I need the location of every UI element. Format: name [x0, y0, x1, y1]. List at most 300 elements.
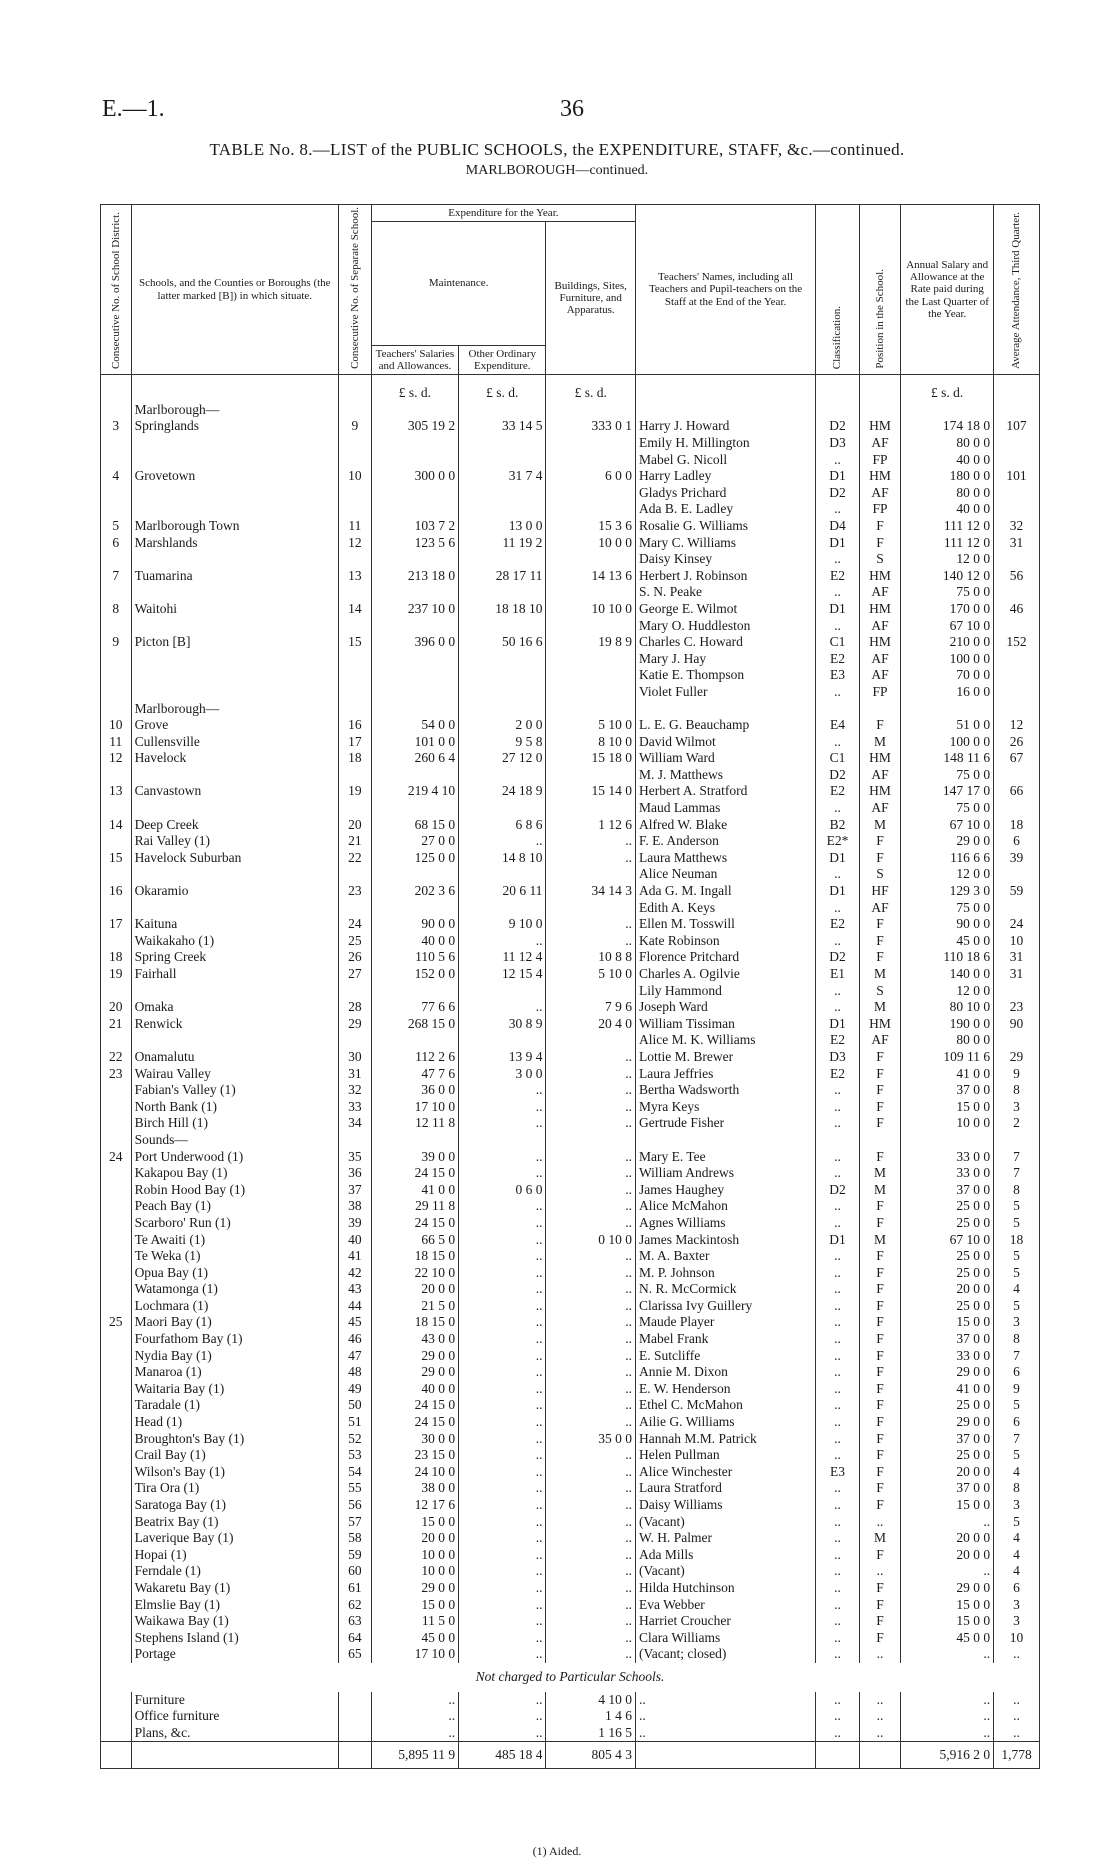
annual-salary-cell: 51 0 0: [901, 717, 994, 734]
classification-cell: ..: [816, 1082, 860, 1099]
header-salary: Annual Salary and Allowance at the Rate paid during the Last Quarter of the Year.: [901, 205, 994, 375]
attendance-cell: 56: [994, 568, 1040, 585]
annual-salary-cell: 190 0 0: [901, 1016, 994, 1033]
attendance-cell: 46: [994, 601, 1040, 618]
teacher-name-cell: Laura Stratford: [635, 1480, 815, 1497]
other-expenditure-cell: 18 18 10: [459, 601, 546, 618]
position-cell: F: [859, 933, 900, 950]
teacher-salaries-cell: 45 0 0: [371, 1630, 458, 1647]
classification-cell: ..: [816, 551, 860, 568]
teacher-name-cell: E. W. Henderson: [635, 1381, 815, 1398]
teacher-salaries-cell: 90 0 0: [371, 916, 458, 933]
buildings-cell: ..: [546, 1563, 636, 1580]
annual-salary-cell: 100 0 0: [901, 651, 994, 668]
district-no-cell: [101, 1348, 132, 1365]
school-name-cell: Havelock Suburban: [131, 850, 338, 867]
teacher-name-cell: William Andrews: [635, 1165, 815, 1182]
teacher-salaries-cell: 10 0 0: [371, 1563, 458, 1580]
school-name-cell: Waitaria Bay (1): [131, 1381, 338, 1398]
annual-salary-cell: 29 0 0: [901, 1364, 994, 1381]
teacher-name-cell: Bertha Wadsworth: [635, 1082, 815, 1099]
district-no-cell: 14: [101, 817, 132, 834]
annual-salary-cell: 100 0 0: [901, 734, 994, 751]
district-no-cell: [101, 1447, 132, 1464]
annual-salary-cell: 170 0 0: [901, 601, 994, 618]
teacher-name-cell: Ada B. E. Ladley: [635, 501, 815, 518]
classification-cell: ..: [816, 618, 860, 635]
teacher-name-cell: Mabel Frank: [635, 1331, 815, 1348]
teacher-name-cell: William Ward: [635, 750, 815, 767]
units-label: £ s. d.: [901, 375, 994, 402]
teacher-salaries-cell: 24 15 0: [371, 1165, 458, 1182]
classification-cell: ..: [816, 1149, 860, 1166]
teacher-salaries-cell: [371, 485, 458, 502]
separate-no-cell: 32: [339, 1082, 372, 1099]
district-no-cell: [101, 1646, 132, 1663]
position-cell: M: [859, 1165, 900, 1182]
district-no-cell: [101, 1265, 132, 1282]
attendance-cell: 26: [994, 734, 1040, 751]
table-row: [101, 568, 1040, 585]
school-name-cell: Fairhall: [131, 966, 338, 983]
annual-salary-cell: 12 0 0: [901, 551, 994, 568]
district-no-cell: [101, 1381, 132, 1398]
district-no-cell: 5: [101, 518, 132, 535]
separate-no-cell: 61: [339, 1580, 372, 1597]
position-cell: F: [859, 535, 900, 552]
classification-cell: ..: [816, 734, 860, 751]
teacher-salaries-cell: 300 0 0: [371, 468, 458, 485]
header-separate-no: Consecutive No. of Separate School.: [339, 205, 372, 375]
teacher-salaries-cell: 24 15 0: [371, 1215, 458, 1232]
classification-cell: D2: [816, 767, 860, 784]
teacher-salaries-cell: 213 18 0: [371, 568, 458, 585]
position-cell: AF: [859, 435, 900, 452]
position-cell: F: [859, 1397, 900, 1414]
table-row: [101, 966, 1040, 983]
school-name-cell: Watamonga (1): [131, 1281, 338, 1298]
separate-no-cell: 9: [339, 418, 372, 435]
other-expenditure-cell: ..: [459, 1480, 546, 1497]
separate-no-cell: 10: [339, 468, 372, 485]
other-expenditure-cell: [459, 767, 546, 784]
teacher-name-cell: (Vacant; closed): [635, 1646, 815, 1663]
position-cell: AF: [859, 767, 900, 784]
teacher-name-cell: Emily H. Millington: [635, 435, 815, 452]
school-name-cell: Marshlands: [131, 535, 338, 552]
district-no-cell: [101, 651, 132, 668]
teacher-name-cell: Rosalie G. Williams: [635, 518, 815, 535]
buildings-cell: 15 14 0: [546, 783, 636, 800]
teacher-name-cell: Harry Ladley: [635, 468, 815, 485]
table-row: [101, 1497, 1040, 1514]
classification-cell: ..: [816, 1692, 860, 1709]
table-row: [101, 783, 1040, 800]
teacher-salaries-cell: 17 10 0: [371, 1099, 458, 1116]
district-no-cell: [101, 1431, 132, 1448]
district-no-cell: 6: [101, 535, 132, 552]
table-row: [101, 468, 1040, 485]
table-row: [101, 1580, 1040, 1597]
teacher-name-cell: M. J. Matthews: [635, 767, 815, 784]
position-cell: HM: [859, 750, 900, 767]
school-name-cell: Head (1): [131, 1414, 338, 1431]
buildings-cell: 6 0 0: [546, 468, 636, 485]
school-name-cell: Peach Bay (1): [131, 1198, 338, 1215]
totals-row: [101, 1742, 1040, 1769]
separate-no-cell: [339, 900, 372, 917]
other-expenditure-cell: ..: [459, 1530, 546, 1547]
buildings-cell: ..: [546, 833, 636, 850]
teacher-name-cell: Alice M. K. Williams: [635, 1032, 815, 1049]
table-row: [101, 485, 1040, 502]
table-row: [101, 949, 1040, 966]
attendance-cell: 5: [994, 1298, 1040, 1315]
separate-no-cell: [339, 452, 372, 469]
classification-cell: D3: [816, 435, 860, 452]
other-expenditure-cell: ..: [459, 1397, 546, 1414]
other-expenditure-cell: ..: [459, 999, 546, 1016]
classification-cell: ..: [816, 999, 860, 1016]
buildings-cell: [546, 983, 636, 1000]
other-expenditure-cell: 11 19 2: [459, 535, 546, 552]
teacher-salaries-cell: [371, 983, 458, 1000]
other-expenditure-cell: ..: [459, 1298, 546, 1315]
teacher-salaries-cell: 18 15 0: [371, 1314, 458, 1331]
district-no-cell: [101, 485, 132, 502]
teacher-salaries-cell: [371, 435, 458, 452]
district-no-cell: [101, 1132, 132, 1149]
district-no-cell: [101, 1298, 132, 1315]
teacher-name-cell: Laura Jeffries: [635, 1066, 815, 1083]
classification-cell: ..: [816, 1165, 860, 1182]
separate-no-cell: 30: [339, 1049, 372, 1066]
teacher-salaries-cell: [371, 1132, 458, 1149]
district-no-cell: [101, 1464, 132, 1481]
separate-no-cell: 43: [339, 1281, 372, 1298]
annual-salary-cell: 12 0 0: [901, 866, 994, 883]
buildings-cell: ..: [546, 1497, 636, 1514]
teacher-name-cell: [635, 1742, 815, 1769]
school-name-cell: [131, 501, 338, 518]
teacher-salaries-cell: [371, 667, 458, 684]
other-expenditure-cell: [459, 452, 546, 469]
teacher-salaries-cell: ..: [371, 1692, 458, 1709]
position-cell: F: [859, 1497, 900, 1514]
school-name-cell: [131, 866, 338, 883]
buildings-cell: 7 9 6: [546, 999, 636, 1016]
other-expenditure-cell: 30 8 9: [459, 1016, 546, 1033]
classification-cell: E2: [816, 1066, 860, 1083]
attendance-cell: [994, 866, 1040, 883]
position-cell: F: [859, 1580, 900, 1597]
table-row: [101, 618, 1040, 635]
teacher-salaries-cell: 10 0 0: [371, 1547, 458, 1564]
teacher-salaries-cell: 237 10 0: [371, 601, 458, 618]
other-expenditure-cell: [459, 584, 546, 601]
attendance-cell: [994, 402, 1040, 419]
separate-no-cell: 13: [339, 568, 372, 585]
school-name-cell: Grovetown: [131, 468, 338, 485]
buildings-cell: ..: [546, 850, 636, 867]
teacher-salaries-cell: [371, 551, 458, 568]
attendance-cell: 3: [994, 1314, 1040, 1331]
buildings-cell: 333 0 1: [546, 418, 636, 435]
separate-no-cell: 48: [339, 1364, 372, 1381]
position-cell: F: [859, 1082, 900, 1099]
classification-cell: D1: [816, 883, 860, 900]
annual-salary-cell: 129 3 0: [901, 883, 994, 900]
table-row: [101, 1646, 1040, 1663]
separate-no-cell: [339, 435, 372, 452]
classification-cell: ..: [816, 1530, 860, 1547]
teacher-name-cell: [635, 701, 815, 718]
table-row: [101, 584, 1040, 601]
annual-salary-cell: 20 0 0: [901, 1281, 994, 1298]
other-expenditure-cell: ..: [459, 1248, 546, 1265]
buildings-cell: 10 8 8: [546, 949, 636, 966]
other-expenditure-cell: [459, 1032, 546, 1049]
teacher-name-cell: James Mackintosh: [635, 1232, 815, 1249]
position-cell: F: [859, 833, 900, 850]
other-expenditure-cell: 31 7 4: [459, 468, 546, 485]
separate-no-cell: 27: [339, 966, 372, 983]
position-cell: F: [859, 1613, 900, 1630]
attendance-cell: 3: [994, 1497, 1040, 1514]
header-buildings: Buildings, Sites, Furniture, and Apparatus.: [546, 222, 636, 375]
buildings-cell: ..: [546, 1464, 636, 1481]
table-row: [101, 750, 1040, 767]
attendance-cell: 6: [994, 1364, 1040, 1381]
separate-no-cell: 21: [339, 833, 372, 850]
annual-salary-cell: 15 0 0: [901, 1597, 994, 1614]
attendance-cell: 5: [994, 1514, 1040, 1531]
district-no-cell: [101, 1281, 132, 1298]
school-name-cell: [131, 1032, 338, 1049]
buildings-cell: ..: [546, 1580, 636, 1597]
teacher-name-cell: Daisy Williams: [635, 1497, 815, 1514]
teacher-salaries-cell: 36 0 0: [371, 1082, 458, 1099]
other-expenditure-cell: [459, 900, 546, 917]
separate-no-cell: 51: [339, 1414, 372, 1431]
buildings-cell: ..: [546, 1397, 636, 1414]
position-cell: [859, 1742, 900, 1769]
buildings-cell: 34 14 3: [546, 883, 636, 900]
teacher-salaries-cell: 24 10 0: [371, 1464, 458, 1481]
school-name-cell: Fourfathom Bay (1): [131, 1331, 338, 1348]
school-name-cell: Marlborough—: [131, 402, 338, 419]
position-cell: ..: [859, 1646, 900, 1663]
attendance-cell: [994, 651, 1040, 668]
attendance-cell: [994, 435, 1040, 452]
position-cell: F: [859, 1248, 900, 1265]
position-cell: F: [859, 1364, 900, 1381]
position-cell: F: [859, 1149, 900, 1166]
separate-no-cell: 16: [339, 717, 372, 734]
buildings-cell: ..: [546, 1597, 636, 1614]
table-row: [101, 1480, 1040, 1497]
table-row: [101, 518, 1040, 535]
district-no-cell: [101, 1613, 132, 1630]
teacher-name-cell: Lottie M. Brewer: [635, 1049, 815, 1066]
school-name-cell: Deep Creek: [131, 817, 338, 834]
attendance-cell: 3: [994, 1613, 1040, 1630]
position-cell: FP: [859, 684, 900, 701]
annual-salary-cell: 67 10 0: [901, 1232, 994, 1249]
teacher-salaries-cell: 22 10 0: [371, 1265, 458, 1282]
table-row: [101, 501, 1040, 518]
other-expenditure-cell: ..: [459, 1630, 546, 1647]
position-cell: M: [859, 1530, 900, 1547]
school-name-cell: Marlborough Town: [131, 518, 338, 535]
teacher-name-cell: ..: [635, 1725, 815, 1742]
table-row: [101, 1248, 1040, 1265]
other-expenditure-cell: ..: [459, 1580, 546, 1597]
position-cell: HM: [859, 634, 900, 651]
school-name-cell: Robin Hood Bay (1): [131, 1182, 338, 1199]
separate-no-cell: 11: [339, 518, 372, 535]
other-expenditure-cell: ..: [459, 1364, 546, 1381]
classification-cell: ..: [816, 1215, 860, 1232]
separate-no-cell: 28: [339, 999, 372, 1016]
district-no-cell: [101, 1397, 132, 1414]
other-expenditure-cell: ..: [459, 1414, 546, 1431]
classification-cell: D2: [816, 1182, 860, 1199]
classification-cell: ..: [816, 1115, 860, 1132]
separate-no-cell: 18: [339, 750, 372, 767]
teacher-name-cell: Mary E. Tee: [635, 1149, 815, 1166]
teacher-name-cell: (Vacant): [635, 1563, 815, 1580]
position-cell: ..: [859, 1725, 900, 1742]
classification-cell: ..: [816, 1563, 860, 1580]
teacher-salaries-cell: 15 0 0: [371, 1514, 458, 1531]
classification-cell: C1: [816, 634, 860, 651]
district-no-cell: [101, 1547, 132, 1564]
not-charged-label: Not charged to Particular Schools.: [101, 1663, 1040, 1692]
position-cell: F: [859, 1281, 900, 1298]
separate-no-cell: 62: [339, 1597, 372, 1614]
table-row: [101, 1298, 1040, 1315]
school-name-cell: Canvastown: [131, 783, 338, 800]
table-row: [101, 817, 1040, 834]
table-row: [101, 1099, 1040, 1116]
table-row: [101, 734, 1040, 751]
position-cell: FP: [859, 452, 900, 469]
separate-no-cell: [339, 501, 372, 518]
teacher-name-cell: George E. Wilmot: [635, 601, 815, 618]
attendance-cell: 5: [994, 1397, 1040, 1414]
school-name-cell: Spring Creek: [131, 949, 338, 966]
school-name-cell: Kakapou Bay (1): [131, 1165, 338, 1182]
teacher-salaries-cell: [371, 767, 458, 784]
table-row: [101, 800, 1040, 817]
school-name-cell: [131, 485, 338, 502]
classification-cell: ..: [816, 1431, 860, 1448]
teacher-salaries-cell: 5,895 11 9: [371, 1742, 458, 1769]
teacher-salaries-cell: 41 0 0: [371, 1182, 458, 1199]
teacher-salaries-cell: 12 11 8: [371, 1115, 458, 1132]
attendance-cell: [994, 1032, 1040, 1049]
table-row: [101, 1725, 1040, 1742]
annual-salary-cell: 25 0 0: [901, 1248, 994, 1265]
position-cell: F: [859, 949, 900, 966]
separate-no-cell: 36: [339, 1165, 372, 1182]
table-row: [101, 1281, 1040, 1298]
classification-cell: ..: [816, 1397, 860, 1414]
district-no-cell: 11: [101, 734, 132, 751]
header-classification: Classification.: [816, 205, 860, 375]
district-no-cell: 12: [101, 750, 132, 767]
buildings-cell: ..: [546, 933, 636, 950]
school-name-cell: Nydia Bay (1): [131, 1348, 338, 1365]
classification-cell: ..: [816, 900, 860, 917]
other-expenditure-cell: ..: [459, 1514, 546, 1531]
school-name-cell: Ferndale (1): [131, 1563, 338, 1580]
buildings-cell: ..: [546, 1514, 636, 1531]
classification-cell: E2: [816, 568, 860, 585]
other-expenditure-cell: ..: [459, 1464, 546, 1481]
buildings-cell: 1 16 5: [546, 1725, 636, 1742]
separate-no-cell: [339, 1692, 372, 1709]
district-no-cell: 13: [101, 783, 132, 800]
teacher-salaries-cell: 23 15 0: [371, 1447, 458, 1464]
table-row: [101, 535, 1040, 552]
district-no-cell: [101, 1480, 132, 1497]
buildings-cell: 10 0 0: [546, 535, 636, 552]
separate-no-cell: 39: [339, 1215, 372, 1232]
buildings-cell: [546, 800, 636, 817]
district-no-cell: [101, 1725, 132, 1742]
other-expenditure-cell: [459, 501, 546, 518]
attendance-cell: 9: [994, 1381, 1040, 1398]
header-school: Schools, and the Counties or Boroughs (the latter marked [B]) in which situate.: [131, 205, 338, 375]
teacher-salaries-cell: 29 0 0: [371, 1348, 458, 1365]
separate-no-cell: [339, 684, 372, 701]
position-cell: HM: [859, 601, 900, 618]
buildings-cell: [546, 402, 636, 419]
buildings-cell: [546, 684, 636, 701]
school-name-cell: Beatrix Bay (1): [131, 1514, 338, 1531]
separate-no-cell: 54: [339, 1464, 372, 1481]
buildings-cell: [546, 701, 636, 718]
position-cell: F: [859, 1049, 900, 1066]
teacher-salaries-cell: 29 0 0: [371, 1364, 458, 1381]
district-no-cell: [101, 1630, 132, 1647]
separate-no-cell: 29: [339, 1016, 372, 1033]
other-expenditure-cell: ..: [459, 1646, 546, 1663]
teacher-name-cell: M. A. Baxter: [635, 1248, 815, 1265]
separate-no-cell: 31: [339, 1066, 372, 1083]
district-no-cell: [101, 866, 132, 883]
buildings-cell: ..: [546, 1248, 636, 1265]
teacher-name-cell: S. N. Peake: [635, 584, 815, 601]
classification-cell: ..: [816, 684, 860, 701]
other-expenditure-cell: 485 18 4: [459, 1742, 546, 1769]
attendance-cell: 18: [994, 1232, 1040, 1249]
annual-salary-cell: 174 18 0: [901, 418, 994, 435]
teacher-salaries-cell: 219 4 10: [371, 783, 458, 800]
annual-salary-cell: ..: [901, 1708, 994, 1725]
classification-cell: ..: [816, 1514, 860, 1531]
teacher-name-cell: Helen Pullman: [635, 1447, 815, 1464]
teacher-name-cell: Annie M. Dixon: [635, 1364, 815, 1381]
teacher-name-cell: Violet Fuller: [635, 684, 815, 701]
annual-salary-cell: 75 0 0: [901, 767, 994, 784]
school-name-cell: Maori Bay (1): [131, 1314, 338, 1331]
other-expenditure-cell: [459, 1132, 546, 1149]
district-no-cell: [101, 618, 132, 635]
school-name-cell: [131, 900, 338, 917]
